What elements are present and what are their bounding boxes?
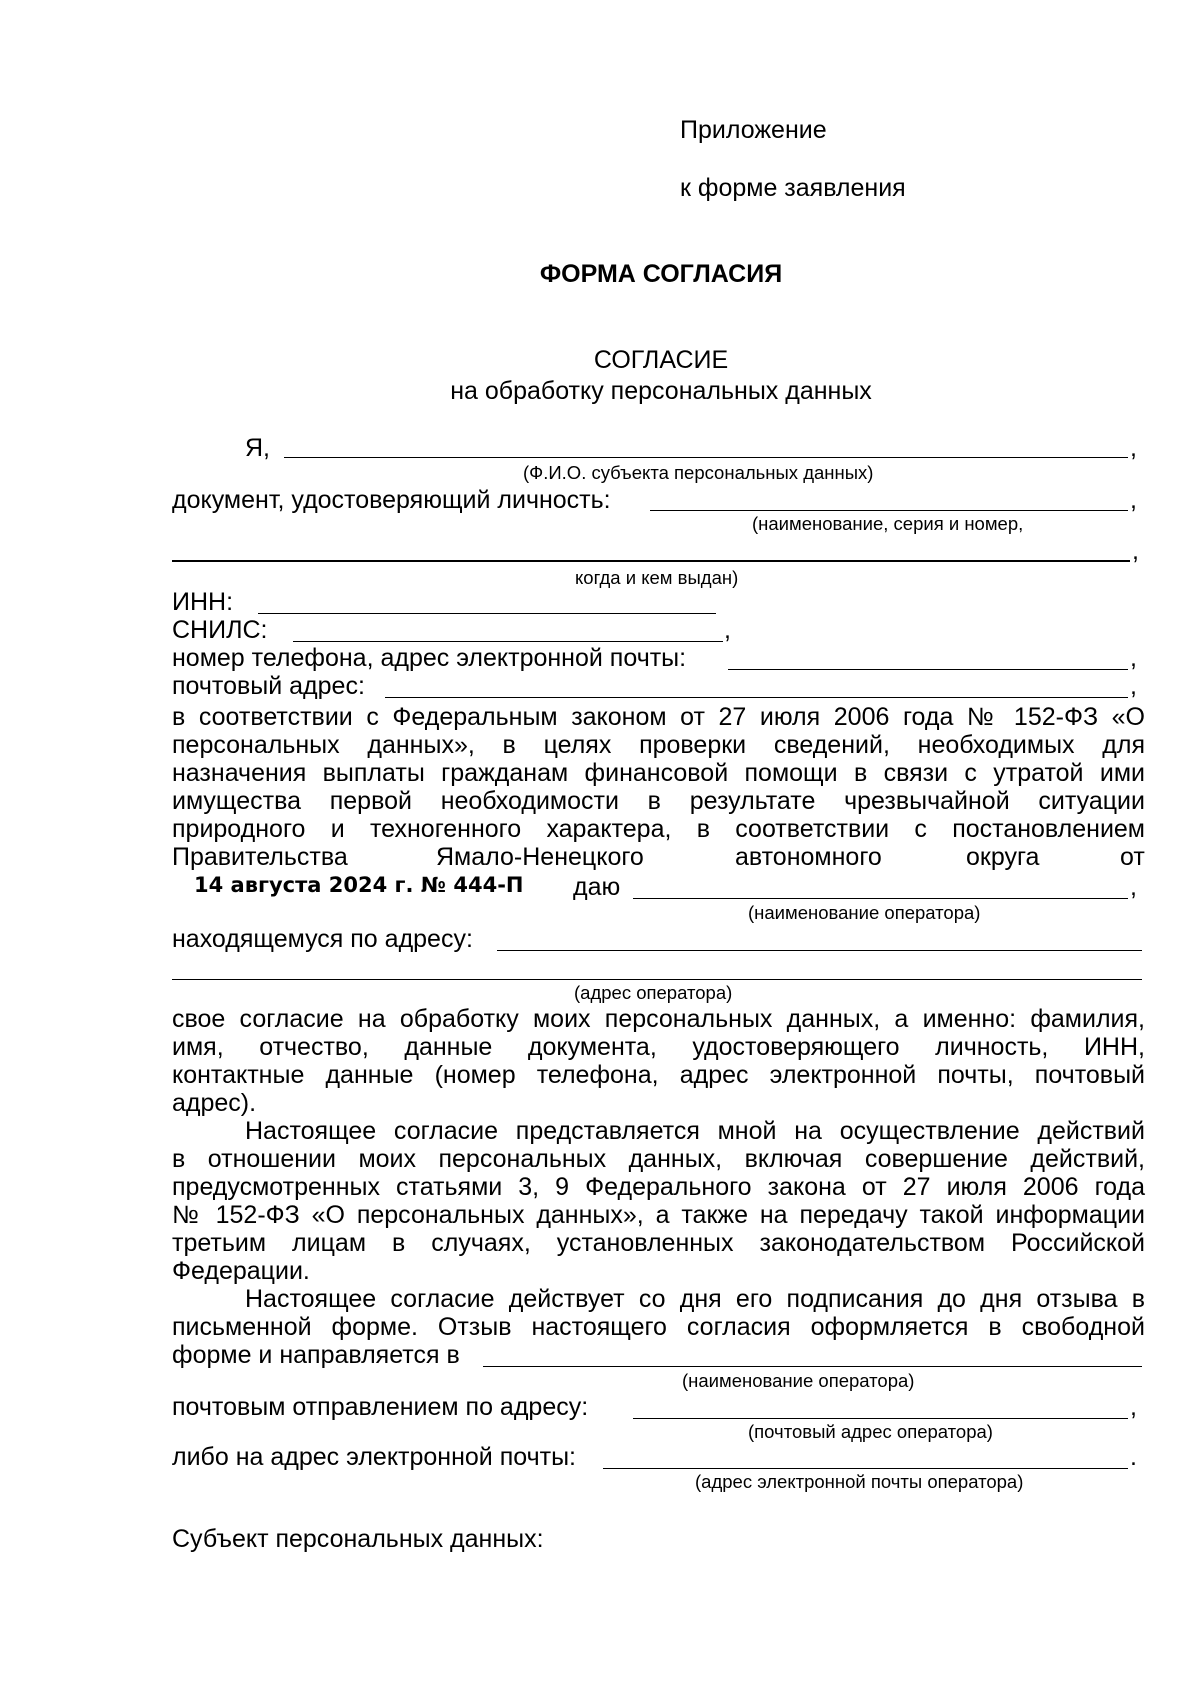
appendix-form-ref: к форме заявления: [680, 174, 906, 202]
appendix-label: Приложение: [680, 116, 827, 144]
operator-name-field[interactable]: [633, 898, 1128, 899]
signature-label: Субъект персональных данных:: [172, 1525, 544, 1553]
comma: ,: [1130, 434, 1137, 462]
paragraph-line: Настоящее согласие действует со дня его подписания до дня отзыва в: [245, 1285, 1145, 1313]
revocation-operator-field[interactable]: [483, 1366, 1142, 1367]
paragraph-line: № 152-ФЗ «О персональных данных», а также на передачу такой информации: [172, 1201, 1145, 1229]
paragraph-line: письменной форме. Отзыв настоящего согласия оформляется в свободной: [172, 1313, 1145, 1341]
doc-label: документ, удостоверяющий личность:: [172, 486, 611, 514]
gov-word: округа: [966, 843, 1040, 871]
paragraph-line: Настоящее согласие представляется мной на осуществление действий: [245, 1117, 1145, 1145]
snils-field[interactable]: [293, 641, 723, 642]
gov-word: Правительства: [172, 843, 348, 871]
operator-hint: (наименование оператора): [748, 902, 981, 923]
paragraph-line: в отношении моих персональных данных, включая совершение действий,: [172, 1145, 1145, 1173]
gov-word: автономного: [735, 843, 882, 871]
comma: ,: [1130, 873, 1137, 901]
operator-postal-field[interactable]: [633, 1418, 1128, 1419]
paragraph-line: предусмотренных статьями 3, 9 Федерального закона от 27 июля 2006 года: [172, 1173, 1145, 1201]
comma: ,: [1132, 537, 1139, 565]
consent-title: СОГЛАСИЕ: [593, 346, 729, 374]
inn-label: ИНН:: [172, 588, 234, 616]
comma: ,: [1130, 672, 1137, 700]
inn-field[interactable]: [258, 613, 716, 614]
phone-label: номер телефона, адрес электронной почты:: [172, 644, 687, 672]
operator-address-field-continued[interactable]: [172, 979, 1142, 980]
operator-email-field[interactable]: [603, 1468, 1128, 1469]
form-title: ФОРМА СОГЛАСИЯ: [539, 260, 783, 288]
i-label: Я,: [245, 434, 270, 462]
postal-address-field[interactable]: [385, 697, 1128, 698]
fio-hint: (Ф.И.О. субъекта персональных данных): [523, 462, 874, 483]
period: .: [1130, 1443, 1137, 1471]
phone-email-field[interactable]: [728, 669, 1128, 670]
mail-label: почтовым отправлением по адресу:: [172, 1393, 589, 1421]
doc-hint-1: (наименование, серия и номер,: [752, 513, 1024, 534]
gov-word: Ямало-Ненецкого: [436, 843, 644, 871]
paragraph-line: имя, отчество, данные документа, удостоверяющего личность, ИНН,: [172, 1033, 1145, 1061]
email-label: либо на адрес электронной почты:: [172, 1443, 577, 1471]
paragraph-line: Федерации.: [172, 1257, 310, 1285]
fio-field[interactable]: [284, 457, 1128, 458]
comma: ,: [1130, 644, 1137, 672]
gov-word: от: [1120, 843, 1145, 871]
located-label: находящемуся по адресу:: [172, 925, 473, 953]
paragraph-line: свое согласие на обработку моих персональных данных, а именно: фамилия,: [172, 1005, 1145, 1033]
comma: ,: [1130, 1393, 1137, 1421]
operator-postal-hint: (почтовый адрес оператора): [748, 1421, 993, 1442]
decree-reference: 14 августа 2024 г. № 444-П: [194, 873, 524, 897]
form-sent-label: форме и направляется в: [172, 1341, 460, 1369]
paragraph-line: назначения выплаты гражданам финансовой помощи в связи с утратой ими: [172, 759, 1145, 787]
revocation-operator-hint: (наименование оператора): [682, 1370, 915, 1391]
snils-label: СНИЛС:: [172, 616, 268, 644]
paragraph-line: персональных данных», в целях проверки сведений, необходимых для: [172, 731, 1145, 759]
paragraph-line: в соответствии с Федеральным законом от 27 июля 2006 года № 152-ФЗ «О: [172, 703, 1145, 731]
comma: ,: [724, 616, 731, 644]
paragraph-line: адрес).: [172, 1089, 257, 1117]
operator-address-field[interactable]: [497, 950, 1142, 951]
paragraph-line: природного и техногенного характера, в соответствии с постановлением: [172, 815, 1145, 843]
paragraph-line: третьим лицам в случаях, установленных законодательством Российской: [172, 1229, 1145, 1257]
doc-field-continued[interactable]: [172, 560, 1130, 562]
operator-address-hint: (адрес оператора): [574, 982, 733, 1003]
paragraph-line: имущества первой необходимости в результате чрезвычайной ситуации: [172, 787, 1145, 815]
give-label: даю: [573, 873, 621, 901]
doc-field[interactable]: [650, 510, 1128, 511]
operator-email-hint: (адрес электронной почты оператора): [695, 1471, 1024, 1492]
doc-hint-2: когда и кем выдан): [575, 567, 739, 588]
paragraph-line: контактные данные (номер телефона, адрес электронной почты, почтовый: [172, 1061, 1145, 1089]
consent-subtitle: на обработку персональных данных: [450, 377, 872, 405]
postal-label: почтовый адрес:: [172, 672, 365, 700]
comma: ,: [1130, 486, 1137, 514]
